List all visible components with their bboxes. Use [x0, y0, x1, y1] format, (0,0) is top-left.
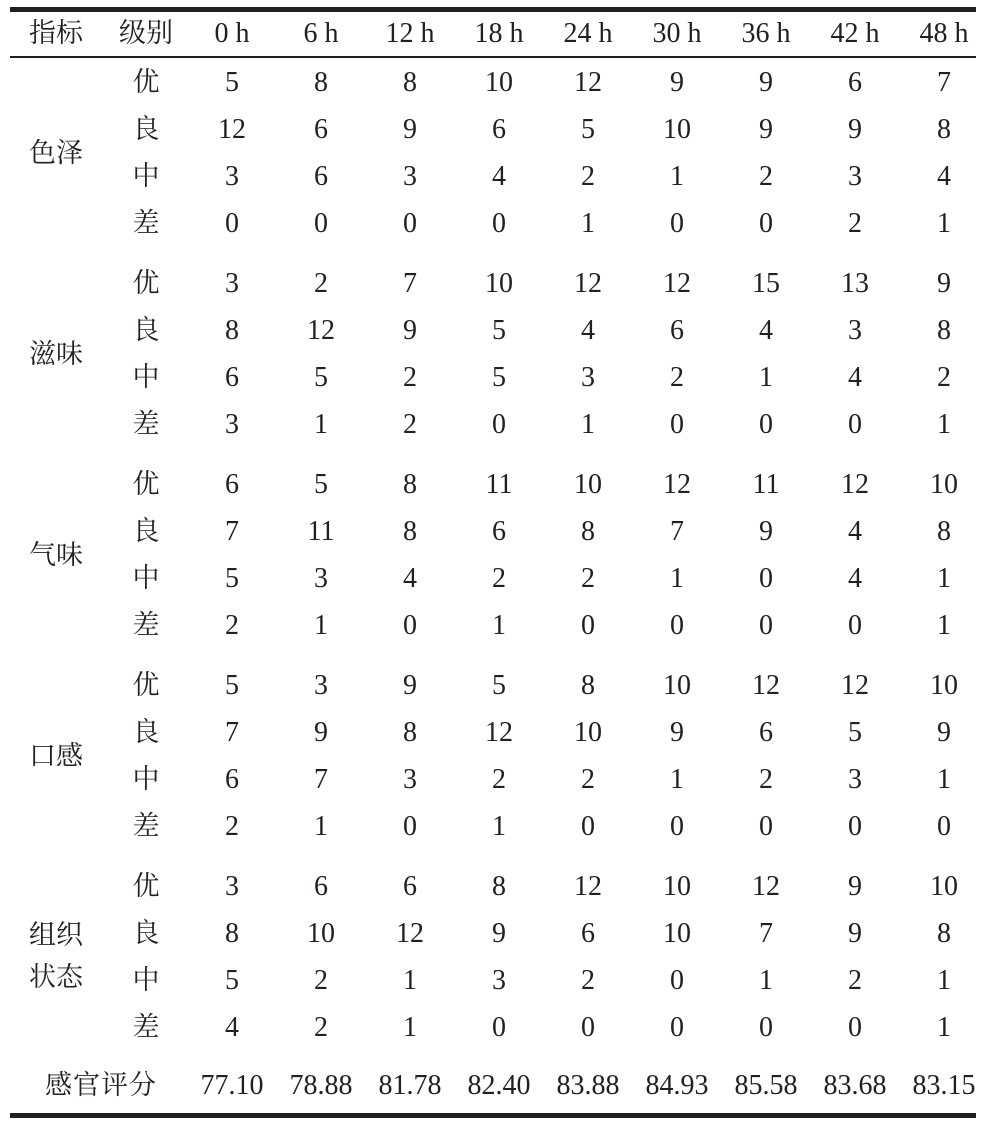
table-cell: 1	[937, 764, 951, 795]
table-cell: 8	[492, 871, 506, 902]
header-time: 36 h	[741, 18, 791, 49]
header-level: 级别	[119, 18, 173, 49]
table-cell: 9	[848, 918, 862, 949]
table-cell: 4	[403, 563, 417, 594]
table-cell: 3	[314, 670, 328, 701]
header-time: 12 h	[385, 18, 435, 49]
table-cell: 0	[581, 811, 595, 842]
table-cell: 5	[225, 965, 239, 996]
indicator-label: 滋味	[29, 338, 83, 370]
table-cell: 7	[225, 516, 239, 547]
table-cell: 0	[492, 208, 506, 239]
table-cell: 9	[403, 114, 417, 145]
table-cell: 4	[759, 315, 773, 346]
level-label: 优	[132, 469, 160, 500]
header-time: 18 h	[474, 18, 524, 49]
table-cell: 0	[492, 1012, 506, 1043]
table-cell: 7	[759, 918, 773, 949]
level-label: 中	[132, 563, 160, 594]
table-cell: 7	[937, 67, 951, 98]
table-cell: 1	[670, 764, 684, 795]
table-cell: 12	[841, 670, 869, 701]
table-cell: 1	[403, 965, 417, 996]
table-cell: 8	[314, 67, 328, 98]
table-cell: 0	[670, 409, 684, 440]
table-cell: 1	[937, 610, 951, 641]
table-cell: 3	[403, 161, 417, 192]
table-cell: 3	[848, 315, 862, 346]
table-cell: 8	[225, 918, 239, 949]
table-cell: 0	[759, 409, 773, 440]
level-label: 优	[132, 871, 160, 902]
table-cell: 12	[485, 717, 513, 748]
table-cell: 12	[663, 469, 691, 500]
table-cell: 2	[314, 965, 328, 996]
score-value: 77.10	[200, 1070, 264, 1101]
table-cell: 9	[937, 268, 951, 299]
table-cell: 10	[485, 67, 513, 98]
table-cell: 12	[752, 670, 780, 701]
table-cell: 8	[403, 67, 417, 98]
table-cell: 0	[848, 811, 862, 842]
table-cell: 5	[848, 717, 862, 748]
table-cell: 1	[581, 208, 595, 239]
table-cell: 8	[581, 516, 595, 547]
table-cell: 9	[492, 918, 506, 949]
table-cell: 6	[848, 67, 862, 98]
table-cell: 2	[225, 610, 239, 641]
table-cell: 11	[307, 516, 335, 547]
table-cell: 0	[670, 811, 684, 842]
table-cell: 5	[225, 563, 239, 594]
header-time: 30 h	[652, 18, 702, 49]
table-cell: 8	[937, 114, 951, 145]
table-cell: 0	[581, 610, 595, 641]
table-cell: 12	[663, 268, 691, 299]
table-cell: 9	[937, 717, 951, 748]
table-cell: 2	[759, 764, 773, 795]
table-cell: 4	[848, 362, 862, 393]
level-label: 差	[132, 610, 160, 641]
table-cell: 10	[663, 114, 691, 145]
table-cell: 6	[403, 871, 417, 902]
table-cell: 10	[307, 918, 335, 949]
table-cell: 2	[848, 208, 862, 239]
table-cell: 9	[759, 114, 773, 145]
table-cell: 11	[485, 469, 513, 500]
table-cell: 9	[670, 717, 684, 748]
table-cell: 10	[663, 670, 691, 701]
table-cell: 1	[937, 965, 951, 996]
table-cell: 0	[759, 811, 773, 842]
table-cell: 6	[492, 114, 506, 145]
table-cell: 8	[403, 516, 417, 547]
table-cell: 0	[670, 1012, 684, 1043]
level-label: 中	[132, 965, 160, 996]
table-cell: 12	[396, 918, 424, 949]
table-cell: 12	[574, 67, 602, 98]
indicator-label: 状态	[29, 961, 83, 993]
table-cell: 5	[225, 67, 239, 98]
level-label: 良	[132, 717, 160, 748]
table-cell: 8	[937, 315, 951, 346]
table-cell: 8	[937, 918, 951, 949]
table-cell: 0	[670, 208, 684, 239]
table-cell: 9	[848, 871, 862, 902]
level-label: 差	[132, 409, 160, 440]
table-cell: 4	[225, 1012, 239, 1043]
table-cell: 3	[848, 764, 862, 795]
table-cell: 9	[403, 670, 417, 701]
level-label: 优	[132, 670, 160, 701]
table-cell: 2	[492, 563, 506, 594]
table-cell: 1	[937, 208, 951, 239]
table-cell: 7	[225, 717, 239, 748]
level-label: 差	[132, 811, 160, 842]
table-cell: 10	[574, 469, 602, 500]
level-label: 优	[132, 67, 160, 98]
level-label: 差	[132, 1012, 160, 1043]
level-label: 良	[132, 918, 160, 949]
table-cell: 1	[314, 610, 328, 641]
table-cell: 5	[314, 469, 328, 500]
table-cell: 3	[848, 161, 862, 192]
table-cell: 0	[759, 1012, 773, 1043]
table-cell: 6	[670, 315, 684, 346]
header-time: 42 h	[830, 18, 880, 49]
table-cell: 10	[930, 670, 958, 701]
table-cell: 0	[581, 1012, 595, 1043]
table-cell: 3	[225, 268, 239, 299]
header-time: 48 h	[919, 18, 969, 49]
table-cell: 10	[574, 717, 602, 748]
table-cell: 6	[225, 362, 239, 393]
score-value: 82.40	[467, 1070, 531, 1101]
table-cell: 8	[937, 516, 951, 547]
table-cell: 4	[492, 161, 506, 192]
table-cell: 0	[492, 409, 506, 440]
table-cell: 1	[670, 563, 684, 594]
header-indicator: 指标	[29, 18, 83, 49]
level-label: 优	[132, 268, 160, 299]
table-cell: 2	[581, 563, 595, 594]
table-cell: 5	[492, 362, 506, 393]
table-cell: 1	[581, 409, 595, 440]
table-cell: 8	[225, 315, 239, 346]
header-time: 0 h	[214, 18, 250, 49]
table-cell: 0	[670, 965, 684, 996]
table-cell: 2	[759, 161, 773, 192]
table-cell: 9	[314, 717, 328, 748]
table-cell: 12	[574, 268, 602, 299]
table-cell: 0	[403, 208, 417, 239]
score-value: 83.15	[912, 1070, 976, 1101]
table-cell: 1	[314, 409, 328, 440]
score-value: 85.58	[734, 1070, 798, 1101]
table-cell: 5	[492, 315, 506, 346]
table-cell: 3	[225, 871, 239, 902]
score-value: 84.93	[645, 1070, 709, 1101]
indicator-label: 组织	[29, 919, 83, 951]
indicator-label: 气味	[29, 539, 83, 571]
table-cell: 0	[848, 610, 862, 641]
table-cell: 1	[937, 409, 951, 440]
table-cell: 1	[314, 811, 328, 842]
header-time: 6 h	[303, 18, 339, 49]
table-cell: 4	[848, 563, 862, 594]
table-cell: 2	[581, 764, 595, 795]
table-cell: 0	[759, 563, 773, 594]
table-cell: 5	[314, 362, 328, 393]
table-cell: 2	[403, 362, 417, 393]
table-cell: 0	[403, 811, 417, 842]
table-cell: 12	[307, 315, 335, 346]
table-cell: 2	[848, 965, 862, 996]
indicator-label: 口感	[29, 740, 83, 772]
table-cell: 2	[581, 965, 595, 996]
table-cell: 10	[663, 918, 691, 949]
table-cell: 2	[225, 811, 239, 842]
table-cell: 2	[670, 362, 684, 393]
score-value: 78.88	[289, 1070, 353, 1101]
score-value: 81.78	[378, 1070, 442, 1101]
table-cell: 0	[759, 610, 773, 641]
indicator-label: 色泽	[29, 137, 83, 169]
table-cell: 0	[225, 208, 239, 239]
level-label: 良	[132, 516, 160, 547]
table-cell: 1	[937, 563, 951, 594]
table-cell: 5	[492, 670, 506, 701]
top-rule	[10, 7, 976, 12]
table-cell: 2	[314, 1012, 328, 1043]
table-cell: 7	[314, 764, 328, 795]
table-cell: 2	[492, 764, 506, 795]
level-label: 中	[132, 764, 160, 795]
table-cell: 2	[581, 161, 595, 192]
table-cell: 8	[581, 670, 595, 701]
table-cell: 15	[752, 268, 780, 299]
score-value: 83.68	[823, 1070, 887, 1101]
score-label: 感官评分	[45, 1070, 157, 1101]
level-label: 良	[132, 315, 160, 346]
table-cell: 6	[225, 469, 239, 500]
level-label: 良	[132, 114, 160, 145]
table-cell: 12	[752, 871, 780, 902]
table-cell: 2	[937, 362, 951, 393]
level-label: 差	[132, 208, 160, 239]
table-cell: 3	[581, 362, 595, 393]
table-cell: 12	[218, 114, 246, 145]
table-cell: 4	[848, 516, 862, 547]
table-cell: 0	[848, 1012, 862, 1043]
table-cell: 9	[403, 315, 417, 346]
table-cell: 12	[841, 469, 869, 500]
table-cell: 6	[581, 918, 595, 949]
table-cell: 0	[670, 610, 684, 641]
table-cell: 0	[937, 811, 951, 842]
table-cell: 10	[930, 469, 958, 500]
table-cell: 6	[314, 114, 328, 145]
table-cell: 8	[403, 717, 417, 748]
table-cell: 3	[403, 764, 417, 795]
table-cell: 0	[314, 208, 328, 239]
table-cell: 1	[759, 965, 773, 996]
table-cell: 0	[403, 610, 417, 641]
table-cell: 6	[314, 871, 328, 902]
table-cell: 1	[759, 362, 773, 393]
table-cell: 6	[492, 516, 506, 547]
table-cell: 1	[937, 1012, 951, 1043]
table-cell: 3	[492, 965, 506, 996]
level-label: 中	[132, 161, 160, 192]
table-cell: 13	[841, 268, 869, 299]
table-cell: 9	[759, 516, 773, 547]
table-cell: 2	[314, 268, 328, 299]
table-cell: 2	[403, 409, 417, 440]
table-cell: 10	[930, 871, 958, 902]
table-cell: 5	[581, 114, 595, 145]
level-label: 中	[132, 362, 160, 393]
table-cell: 1	[492, 610, 506, 641]
table-cell: 0	[759, 208, 773, 239]
table-cell: 0	[848, 409, 862, 440]
table-cell: 3	[225, 161, 239, 192]
table-cell: 6	[225, 764, 239, 795]
table-cell: 8	[403, 469, 417, 500]
table-cell: 6	[759, 717, 773, 748]
table-cell: 10	[663, 871, 691, 902]
table-cell: 1	[492, 811, 506, 842]
table-cell: 11	[752, 469, 780, 500]
table-cell: 3	[225, 409, 239, 440]
table-cell: 1	[403, 1012, 417, 1043]
header-rule	[10, 56, 976, 58]
header-time: 24 h	[563, 18, 613, 49]
table-cell: 9	[848, 114, 862, 145]
table-cell: 3	[314, 563, 328, 594]
table-cell: 6	[314, 161, 328, 192]
bottom-rule	[10, 1113, 976, 1118]
table-cell: 10	[485, 268, 513, 299]
table-cell: 12	[574, 871, 602, 902]
score-value: 83.88	[556, 1070, 620, 1101]
table-cell: 7	[670, 516, 684, 547]
table-cell: 4	[581, 315, 595, 346]
table-cell: 4	[937, 161, 951, 192]
table-cell: 7	[403, 268, 417, 299]
table-cell: 5	[225, 670, 239, 701]
table-cell: 9	[759, 67, 773, 98]
table-cell: 9	[670, 67, 684, 98]
table-cell: 1	[670, 161, 684, 192]
